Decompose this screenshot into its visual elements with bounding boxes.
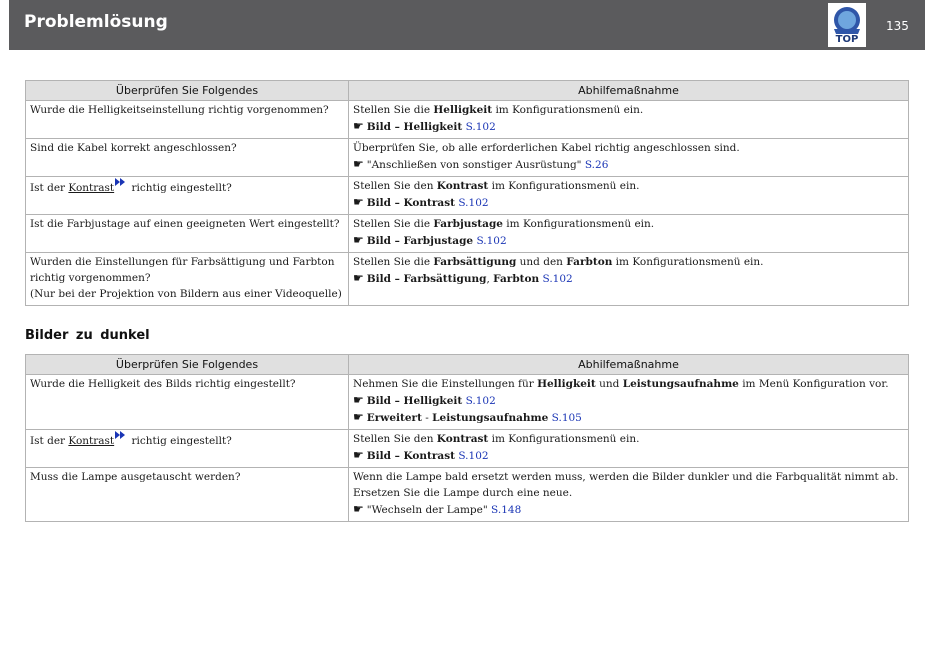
- check-cell: Ist der Kontrast richtig eingestellt?: [26, 430, 349, 468]
- glossary-link-kontrast[interactable]: Kontrast: [68, 182, 115, 194]
- table-row: [26, 101, 909, 139]
- check-cell: Ist die Farbjustage auf einen geeigneten Wert eingestellt?: [26, 215, 349, 253]
- pointing-hand-icon: ☛: [353, 271, 364, 285]
- page-link[interactable]: S.102: [465, 395, 496, 407]
- check-cell: Wurde die Helligkeitseinstellung richtig vorgenommen?: [26, 101, 349, 139]
- top-label: TOP: [835, 34, 859, 45]
- page-link[interactable]: S.102: [476, 235, 507, 247]
- remedy-cell: Stellen Sie den Kontrast im Konfigurationsmenü ein. ☛ Bild – Kontrast S.102: [349, 430, 909, 468]
- page-link[interactable]: S.26: [584, 159, 609, 171]
- remedy-cell: Stellen Sie die Farbsättigung und den Farbton im Konfigurationsmenü ein. ☛ Bild – Farbsättigung, Farbton S.102: [349, 253, 909, 306]
- cross-reference: ☛ "Wechseln der Lampe" S.148: [353, 502, 522, 516]
- check-cell: Sind die Kabel korrekt angeschlossen?: [26, 139, 349, 177]
- table-header-row: [26, 355, 909, 375]
- page-header: [9, 0, 925, 50]
- table-row: [26, 215, 909, 253]
- table-header-row: [26, 81, 909, 101]
- cross-reference: ☛ Bild – Helligkeit S.102: [353, 393, 496, 407]
- column-header-check: Überprüfen Sie Folgendes: [26, 355, 349, 375]
- table-row: [26, 177, 909, 215]
- pointing-hand-icon: ☛: [353, 393, 364, 407]
- check-cell: Wurden die Einstellungen für Farbsättigung und Farbton richtig vorgenommen? (Nur bei der Projektion von Bildern aus einer Videoquelle): [26, 253, 349, 306]
- cross-reference: ☛ Bild – Kontrast S.102: [353, 195, 489, 209]
- cross-reference: ☛ Bild – Farbjustage S.102: [353, 233, 507, 247]
- section-heading: Bilder zu dunkel: [25, 328, 150, 343]
- pointing-hand-icon: ☛: [353, 448, 364, 462]
- table-row: [26, 375, 909, 430]
- remedy-cell: Stellen Sie die Helligkeit im Konfigurationsmenü ein. ☛ Bild – Helligkeit S.102: [349, 101, 909, 139]
- remedy-cell: Wenn die Lampe bald ersetzt werden muss, werden die Bilder dunkler und die Farbqualität nimmt ab. Ersetzen Sie die Lampe durch eine neue. ☛ "Wechseln der Lampe" S.148: [349, 468, 909, 522]
- pointing-hand-icon: ☛: [353, 195, 364, 209]
- remedy-cell: Überprüfen Sie, ob alle erforderlichen Kabel richtig angeschlossen sind. ☛ "Anschließen von sonstiger Ausrüstung" S.26: [349, 139, 909, 177]
- troubleshooting-table-2: [25, 354, 909, 522]
- glossary-arrow-icon[interactable]: [120, 431, 125, 439]
- table-row: [26, 468, 909, 522]
- page-link[interactable]: S.102: [465, 121, 496, 133]
- page-link[interactable]: S.148: [491, 504, 522, 516]
- table-row: [26, 253, 909, 306]
- remedy-cell: Nehmen Sie die Einstellungen für Helligkeit und Leistungsaufnahme im Menü Konfiguration vor. ☛ Bild – Helligkeit S.102 ☛ Erweitert - Leistungsaufnahme S.105: [349, 375, 909, 430]
- column-header-remedy: Abhilfemaßnahme: [349, 355, 909, 375]
- cross-reference: ☛ Bild – Kontrast S.102: [353, 448, 489, 462]
- pointing-hand-icon: ☛: [353, 502, 364, 516]
- check-cell: Ist der Kontrast richtig eingestellt?: [26, 177, 349, 215]
- remedy-cell: Stellen Sie die Farbjustage im Konfigurationsmenü ein. ☛ Bild – Farbjustage S.102: [349, 215, 909, 253]
- column-header-check: Überprüfen Sie Folgendes: [26, 81, 349, 101]
- cross-reference: ☛ Bild – Helligkeit S.102: [353, 119, 496, 133]
- cross-reference: ☛ Erweitert - Leistungsaufnahme S.105: [353, 410, 582, 424]
- column-header-remedy: Abhilfemaßnahme: [349, 81, 909, 101]
- pointing-hand-icon: ☛: [353, 410, 364, 424]
- page-link[interactable]: S.102: [542, 273, 573, 285]
- page-link[interactable]: S.102: [458, 450, 489, 462]
- cross-reference: ☛ "Anschließen von sonstiger Ausrüstung" S.26: [353, 157, 609, 171]
- page-link[interactable]: S.102: [458, 197, 489, 209]
- glossary-arrow-icon[interactable]: [120, 178, 125, 186]
- cross-reference: ☛ Bild – Farbsättigung, Farbton S.102: [353, 271, 573, 285]
- table-row: [26, 430, 909, 468]
- pointing-hand-icon: ☛: [353, 157, 364, 171]
- page-title: Problemlösung: [24, 12, 168, 32]
- check-cell: Wurde die Helligkeit des Bilds richtig eingestellt?: [26, 375, 349, 430]
- glossary-link-kontrast[interactable]: Kontrast: [68, 435, 115, 447]
- page-number: 135: [886, 19, 909, 33]
- pointing-hand-icon: ☛: [353, 119, 364, 133]
- check-cell: Muss die Lampe ausgetauscht werden?: [26, 468, 349, 522]
- pointing-hand-icon: ☛: [353, 233, 364, 247]
- remedy-cell: Stellen Sie den Kontrast im Konfigurationsmenü ein. ☛ Bild – Kontrast S.102: [349, 177, 909, 215]
- page-link[interactable]: S.105: [551, 412, 582, 424]
- table-row: [26, 139, 909, 177]
- top-button[interactable]: [828, 3, 866, 47]
- troubleshooting-table-1: [25, 80, 909, 306]
